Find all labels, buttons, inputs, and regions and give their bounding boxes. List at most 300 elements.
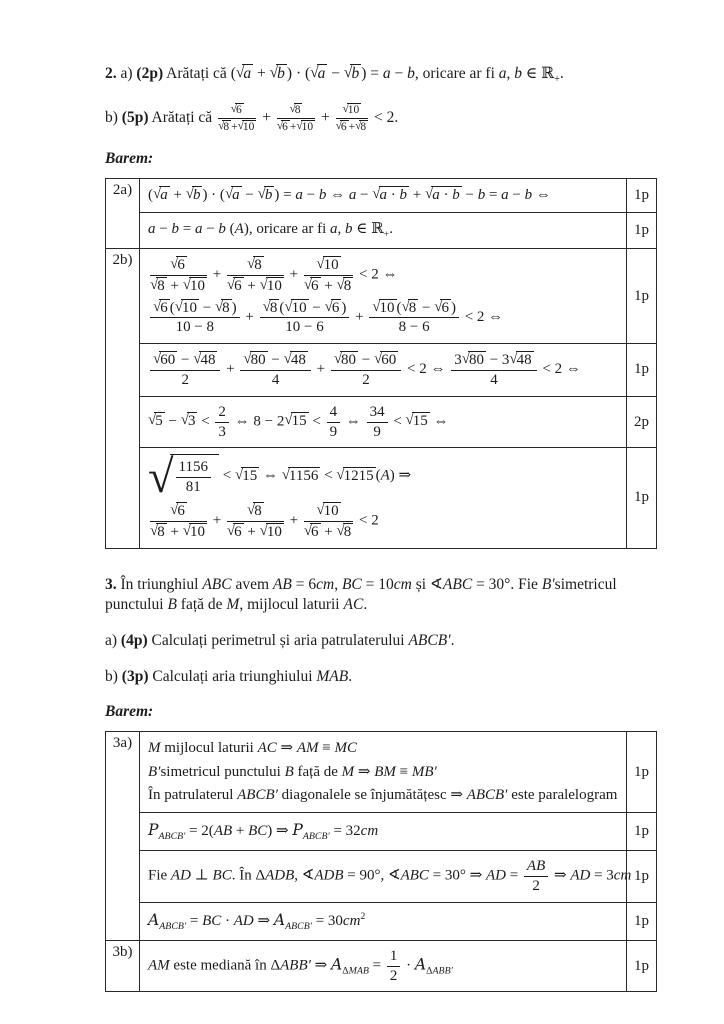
radicand: [291, 412, 309, 430]
text-run: <: [320, 468, 337, 485]
text-run: ⇔ 8 − 2: [230, 413, 285, 430]
points-cell: 1p: [626, 941, 656, 992]
solution-cell: [140, 213, 626, 248]
text-run: −: [461, 186, 478, 203]
text-run: 10: [323, 502, 339, 519]
text-run: BC: [212, 867, 232, 884]
text-run: b: [264, 186, 273, 203]
text-run: ∈ ℝ: [522, 65, 555, 82]
radical-sign-icon: √: [342, 102, 349, 115]
text-run: +: [409, 186, 425, 203]
text-run: < 2: [355, 512, 379, 529]
script-letter: P: [292, 821, 303, 840]
text-run: (4p): [120, 632, 148, 650]
subscript: [342, 966, 369, 977]
text-run: b: [477, 186, 486, 203]
problem3-part-b: [105, 667, 665, 688]
text-run: AC: [257, 740, 277, 757]
text-run: Fie: [148, 867, 171, 884]
text-run: (: [225, 220, 235, 237]
radical-sign-icon: √: [257, 185, 266, 202]
radicand: [301, 120, 315, 134]
text-run: A: [234, 220, 244, 237]
text-run: +: [285, 266, 302, 283]
radical-sign-icon: √: [170, 501, 179, 518]
text-run: Arătați că: [148, 108, 217, 126]
fraction: [387, 948, 401, 985]
sqrt-radical: [227, 278, 244, 294]
text-run: b: [452, 186, 460, 203]
text-run: (: [396, 299, 402, 316]
text-run: ≡: [318, 740, 335, 757]
script-letter: A: [148, 910, 160, 929]
text-run: 8: [254, 256, 262, 273]
text-run: ⇔: [532, 186, 551, 203]
fraction: [150, 256, 207, 295]
radical-sign-icon: √: [234, 467, 244, 484]
text-run: 48: [290, 352, 306, 369]
text-run: 10: [266, 523, 282, 540]
radical-sign-icon: √: [434, 298, 443, 315]
text-run: 2: [362, 371, 370, 388]
text-run: <: [197, 413, 214, 430]
text-run: +: [554, 74, 560, 86]
text-run: = 32: [329, 823, 361, 840]
text-run: =: [368, 957, 385, 974]
radicand: [323, 502, 341, 520]
radical-sign-icon: √: [324, 298, 333, 315]
radical-sign-icon: √: [262, 298, 271, 315]
text-run: Δ: [426, 965, 433, 977]
text-run: 4: [329, 403, 338, 420]
text-run: = 10: [361, 575, 394, 593]
text-run: ⇒: [550, 867, 571, 884]
denominator: [150, 522, 207, 541]
text-run: , ∢: [294, 867, 315, 884]
text-run: 6: [311, 523, 319, 540]
text-run: +: [243, 277, 260, 294]
text-run: M: [148, 740, 161, 757]
text-run: +: [383, 228, 390, 240]
text-run: (5p): [121, 108, 149, 126]
text-run: 48: [516, 352, 532, 369]
text-run: ≡: [395, 763, 412, 780]
radicand: [189, 523, 207, 541]
text-run: 1: [389, 947, 398, 964]
text-run: cm: [342, 912, 361, 929]
radicand: [189, 277, 207, 295]
fraction: [215, 404, 229, 441]
sqrt-radical: [181, 413, 198, 429]
barem-row: [140, 179, 656, 212]
text-run: ·: [439, 186, 453, 203]
text-run: 9: [329, 423, 338, 440]
radical-sign-icon: √: [372, 185, 381, 202]
denominator: [387, 967, 401, 985]
text-run: ⇒: [310, 957, 331, 974]
fraction: [304, 256, 353, 295]
sqrt-radical: [284, 300, 308, 316]
text-run: 10 − 8: [175, 319, 215, 336]
radical-sign-icon: √: [333, 351, 343, 368]
text-run: a: [498, 65, 507, 82]
text-run: 1156: [178, 459, 208, 476]
denominator: [367, 423, 388, 441]
text-run: b: [351, 65, 360, 82]
script-letter: P: [148, 821, 159, 840]
points-cell: 1p: [626, 249, 656, 343]
radical-sign-icon: √: [355, 119, 362, 132]
text-run: 10 − 6: [285, 319, 324, 336]
numerator: [304, 256, 353, 276]
text-run: Calculați perimetrul și aria patrulaterului: [147, 632, 409, 650]
text-run: 3: [454, 352, 462, 369]
points-cell: 1p: [626, 213, 656, 248]
text-run: (: [169, 299, 175, 316]
sqrt-radical: [183, 524, 207, 540]
text-run: 9: [373, 423, 381, 440]
sqrt-radical: [304, 524, 321, 540]
barem-row-group: [106, 732, 656, 940]
text-run: 8: [157, 523, 165, 540]
barem-heading-problem2: Barem:: [105, 149, 154, 167]
sqrt-radical: [150, 524, 167, 540]
points-cell: 1p: [626, 813, 656, 850]
text-run: Arătați că: [163, 65, 231, 82]
sqrt-radical: √ $\frac{1156}{81}$: [148, 454, 219, 499]
text-run: +: [232, 823, 249, 840]
row-group-label: 2a): [106, 179, 140, 248]
barem-row: [140, 850, 656, 902]
radical-sign-icon: √: [303, 522, 313, 539]
barem-row: [140, 447, 656, 547]
text-run: 6: [331, 299, 340, 316]
sqrt-radical: [247, 257, 264, 273]
denominator: [260, 318, 350, 336]
numerator: [524, 858, 548, 877]
radicand: [468, 351, 486, 369]
text-run: +: [258, 108, 275, 126]
text-run: 2: [218, 403, 226, 420]
sqrt-radical: [277, 121, 290, 133]
radical-sign-icon: √: [150, 522, 159, 539]
text-run: 2: [360, 910, 366, 922]
text-run: 8: [222, 299, 230, 316]
sqrt-radical: [310, 65, 327, 82]
text-run: ABCB′: [158, 831, 186, 843]
row-group-label: 2b): [106, 249, 140, 548]
text-run: 6: [282, 120, 288, 133]
radical-sign-icon: √: [303, 276, 313, 293]
text-run: MC: [334, 740, 357, 757]
text-run: Calculați aria triunghiului: [148, 668, 317, 686]
text-run: =: [178, 220, 195, 237]
problem2-statement-a: [105, 64, 665, 87]
radical-sign-icon: √: [150, 276, 159, 293]
text-run: a): [116, 65, 137, 82]
text-run: +: [320, 523, 337, 540]
sqrt-radical: [509, 352, 533, 368]
sqrt-radical: [284, 352, 308, 368]
denominator: [176, 478, 211, 496]
solution-line: [148, 819, 624, 844]
radicand: [159, 351, 177, 369]
points-cell: 1p: [626, 851, 656, 902]
fraction: [524, 858, 548, 895]
radical-sign-icon: √: [235, 64, 245, 81]
text-run: 6: [177, 502, 185, 519]
fraction: [367, 404, 388, 441]
denominator: [331, 371, 401, 389]
text-run: −: [418, 299, 435, 316]
radical-sign-icon: √: [284, 412, 293, 429]
radical-sign-icon: √: [424, 185, 434, 202]
sqrt-radical: [170, 257, 187, 273]
text-run: a): [105, 632, 121, 650]
radicand: [290, 351, 308, 369]
text-run: 15: [291, 413, 307, 430]
solution-line: [148, 185, 624, 206]
radical-sign-icon: √: [226, 276, 236, 293]
denominator: [150, 371, 220, 389]
numerator: [215, 404, 229, 423]
problem3-part-a: [105, 631, 665, 652]
text-run: b: [345, 220, 353, 237]
text-run: < 2 ⇔: [460, 308, 504, 325]
text-run: a: [295, 186, 303, 203]
fraction: [227, 502, 284, 541]
text-run: 3.: [105, 575, 117, 593]
radical-sign-icon: √: [509, 351, 518, 368]
text-run: b: [277, 65, 285, 82]
sqrt-radical: [289, 104, 302, 116]
text-run: +: [253, 65, 270, 82]
text-run: ABCB′: [302, 831, 330, 843]
sqrt-radical: [402, 300, 419, 316]
text-run: (2p): [136, 65, 164, 82]
radical-sign-icon: √: [174, 298, 183, 315]
radicand: [199, 351, 217, 369]
text-run: . În Δ: [231, 867, 266, 884]
text-run: ) · (: [202, 186, 225, 203]
text-run: AD: [570, 867, 591, 884]
sqrt-radical: [336, 468, 375, 484]
text-run: În triunghiul: [116, 575, 203, 593]
row-group-rows: [140, 941, 656, 992]
solution-line: [148, 738, 624, 759]
solution-cell: [140, 813, 626, 850]
text-run: −: [267, 352, 284, 369]
sqrt-radical: [342, 104, 361, 116]
solution-line: [148, 350, 624, 390]
sqrt-radical: [153, 300, 170, 316]
solution-line: [148, 909, 624, 934]
text-run: +: [320, 277, 337, 294]
sqrt-radical: [374, 352, 398, 368]
fraction: [150, 502, 207, 541]
text-run: 6: [340, 120, 347, 133]
fraction: [451, 351, 536, 389]
text-run: +: [166, 277, 183, 294]
solution-cell: [140, 249, 626, 343]
text-run: 60: [160, 352, 176, 369]
text-run: a: [194, 220, 203, 237]
text-run: A: [380, 468, 390, 485]
radicand: [323, 256, 341, 274]
sqrt-radical: [462, 352, 486, 368]
text-run: AB: [213, 823, 233, 840]
radicand: [379, 186, 410, 204]
text-run: a: [317, 65, 326, 82]
text-run: este paralelogram: [507, 786, 618, 803]
text-run: = 90°, ∢: [343, 867, 401, 884]
numerator: [227, 256, 284, 276]
radicand: [291, 299, 309, 317]
solution-line: [148, 785, 624, 806]
script-letter: A: [414, 955, 427, 974]
text-run: < 2 ⇔: [403, 361, 450, 378]
text-run: 2: [532, 877, 540, 894]
numerator: [260, 299, 350, 319]
sqrt-radical: [236, 65, 253, 82]
denominator: [227, 522, 284, 541]
text-run: ABCB′: [237, 786, 278, 803]
text-run: b: [514, 65, 522, 82]
text-run: 10: [323, 256, 339, 273]
fraction: [277, 103, 315, 134]
text-run: −: [508, 186, 525, 203]
text-run: b: [407, 65, 415, 82]
sqrt-radical: [263, 300, 280, 316]
radical-sign-icon: √: [405, 412, 414, 429]
solution-cell: [140, 903, 626, 940]
text-run: ,: [506, 65, 515, 82]
sqrt-radical: [282, 468, 321, 484]
radical-sign-icon: √: [281, 467, 290, 484]
radical-sign-icon: √: [237, 119, 244, 132]
radical-sign-icon: √: [153, 351, 162, 368]
radical-sign-icon: √: [182, 522, 191, 539]
text-run: 81: [185, 479, 201, 496]
radical-sign-icon: √: [336, 522, 345, 539]
text-run: ,: [334, 575, 342, 593]
text-run: = 30° ⇒: [428, 867, 486, 884]
sqrt-radical: [150, 278, 167, 294]
sqrt-radical: [153, 187, 170, 203]
text-run: =: [186, 912, 203, 929]
text-run: și ∢: [411, 575, 443, 593]
barem-row: [140, 902, 656, 940]
text-run: În patrulaterul: [148, 786, 238, 803]
text-run: 1215: [343, 468, 374, 485]
fraction: [369, 299, 459, 337]
sqrt-radical: [284, 413, 308, 429]
text-run: cm: [613, 867, 632, 884]
numerator: [367, 404, 388, 423]
text-run: b: [318, 186, 327, 203]
text-run: −: [164, 413, 181, 430]
text-run: ⇒: [253, 912, 274, 929]
text-run: < 2 ⇔: [538, 361, 581, 378]
text-run: +: [351, 308, 368, 325]
solution-line: [148, 451, 624, 503]
denominator: [227, 276, 284, 295]
text-run: +: [312, 361, 329, 378]
text-run: B′: [541, 575, 555, 593]
denominator: [304, 276, 353, 295]
text-run: diagonalele se înjumătățesc ⇒: [277, 786, 467, 803]
numerator: [150, 351, 220, 371]
text-run: AD: [233, 912, 254, 929]
barem-table-problem2: [105, 178, 657, 549]
text-run: = 3: [590, 867, 614, 884]
text-run: 8: [360, 120, 367, 133]
text-run: 1156: [288, 468, 319, 485]
solution-line: [148, 762, 624, 783]
radical-sign-icon: √: [153, 298, 162, 315]
radicand: [431, 186, 462, 204]
radical-sign-icon: √: [336, 276, 345, 293]
radical-sign-icon: √: [148, 412, 157, 429]
text-run: 10: [291, 299, 307, 316]
text-run: 80: [341, 352, 357, 369]
text-run: , mijlocul laturii: [239, 596, 344, 614]
text-run: ⇔: [326, 186, 349, 203]
radical-sign-icon: √: [310, 64, 319, 81]
text-run: +: [243, 523, 260, 540]
text-run: −: [177, 352, 194, 369]
subscript: [159, 831, 186, 842]
numerator: [387, 948, 401, 967]
sqrt-radical: [260, 524, 284, 540]
sqrt-radical: [406, 413, 430, 429]
denominator: [451, 371, 536, 389]
row-group-rows: [140, 732, 656, 940]
radicand: [250, 351, 268, 369]
text-run: +: [289, 120, 297, 133]
text-run: ) =: [274, 186, 296, 203]
text-run: (: [148, 186, 153, 203]
solution-line: [148, 501, 624, 542]
radical-sign-icon: √: [284, 298, 293, 315]
solution-line: [148, 403, 624, 442]
text-run: <: [218, 468, 235, 485]
text-run: 10: [301, 120, 314, 133]
text-run: 15: [412, 413, 428, 430]
text-run: cm: [360, 823, 379, 840]
radical-sign-icon: √: [182, 276, 191, 293]
radical-sign-icon: √: [343, 64, 353, 81]
text-run: AD: [170, 867, 191, 884]
text-run: MAB: [348, 965, 369, 977]
text-run: BM: [374, 763, 396, 780]
text-run: b): [105, 108, 122, 126]
superscript: [360, 911, 365, 922]
barem-row: [140, 732, 656, 812]
points-cell: 1p: [626, 903, 656, 940]
sqrt-radical: [304, 278, 321, 294]
text-run: simetricul punctului: [105, 575, 617, 614]
radicand: [181, 299, 199, 317]
text-run: < 2 ⇔: [355, 266, 398, 283]
text-run: 60: [381, 352, 397, 369]
sqrt-radical: [193, 352, 217, 368]
text-run: a: [432, 186, 440, 203]
denominator: [240, 371, 310, 389]
text-run: AM: [148, 957, 170, 974]
radical-sign-icon: √: [316, 255, 325, 272]
barem-row-group: [106, 179, 656, 248]
